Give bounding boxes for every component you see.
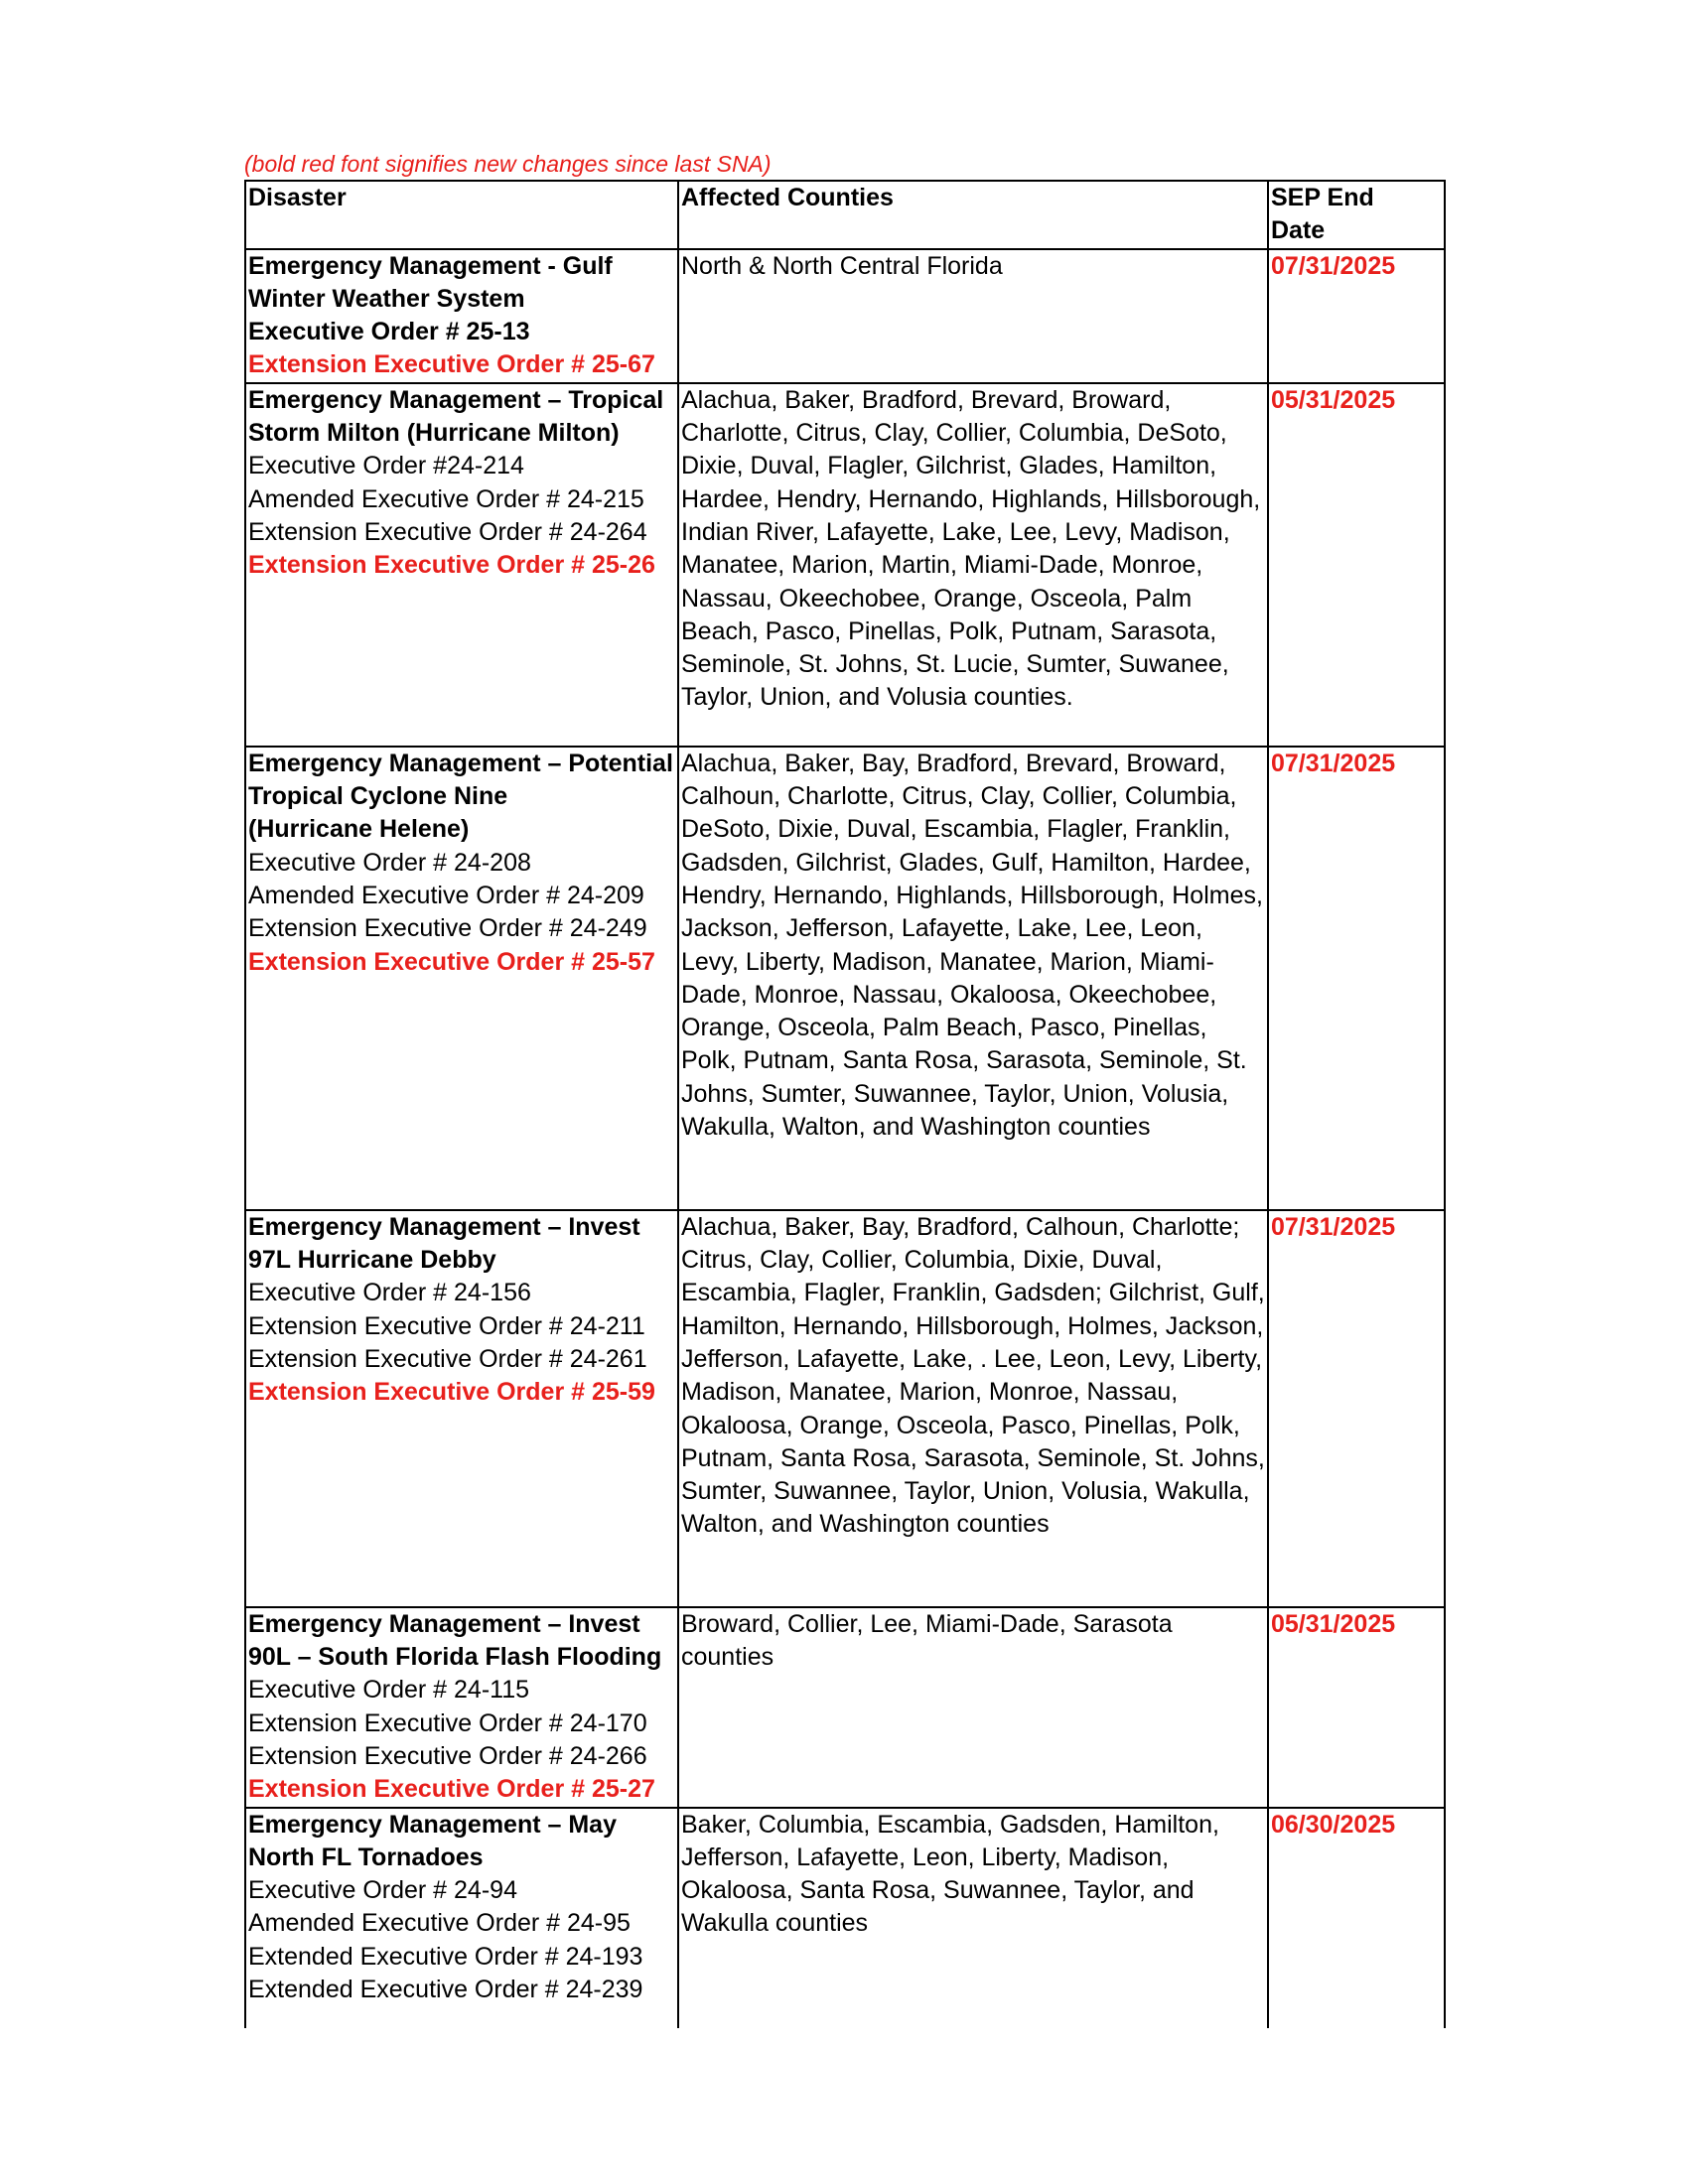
new-extension-order: Extension Executive Order # 25-27 [248, 1775, 655, 1804]
disaster-cell [245, 249, 678, 383]
disaster-title-line: Emergency Management – May [248, 1810, 617, 1839]
executive-order: Executive Order # 25-13 [248, 318, 530, 346]
affected-counties-cell: Broward, Collier, Lee, Miami-Dade, Sarasota counties [678, 1607, 1268, 1808]
executive-order: Amended Executive Order # 24-215 [248, 484, 644, 513]
executive-order: Executive Order # 24-156 [248, 1279, 531, 1307]
sep-end-date: 07/31/2025 [1268, 747, 1445, 1210]
disaster-title-line: (Hurricane Helene) [248, 815, 470, 844]
disaster-title-line: Emergency Management - Gulf [248, 251, 613, 280]
executive-order: Extended Executive Order # 24-239 [248, 1976, 643, 2004]
table-row [245, 1808, 1445, 2028]
disaster-cell [245, 1808, 678, 2028]
table-row [245, 249, 1445, 383]
new-extension-order: Extension Executive Order # 25-59 [248, 1378, 655, 1407]
table-row [245, 1210, 1445, 1607]
executive-order: Executive Order # 24-94 [248, 1876, 517, 1905]
header-sep-line2: Date [1271, 216, 1326, 245]
executive-order: Amended Executive Order # 24-95 [248, 1909, 631, 1938]
affected-counties-cell: Baker, Columbia, Escambia, Gadsden, Hamilton, Jefferson, Lafayette, Leon, Liberty, Madison, Okaloosa, Santa Rosa, Suwannee, Taylor, and Wakulla counties [678, 1808, 1268, 2028]
affected-counties-cell: Alachua, Baker, Bradford, Brevard, Broward, Charlotte, Citrus, Clay, Collier, Columbia, DeSoto, Dixie, Duval, Flagler, Gilchrist, Glades, Hamilton, Hardee, Hendry, Hernando, Highlands, Hillsborough, Indian River, Lafayette, Lake, Lee, Levy, Madison, Manatee, Marion, Martin, Miami-Dade, Monroe, Nassau, Okeechobee, Orange, Osceola, Palm Beach, Pasco, Pinellas, Polk, Putnam, Sarasota, Seminole, St. Johns, St. Lucie, Sumter, Suwanee, Taylor, Union, and Volusia counties. [678, 383, 1268, 747]
disaster-title-line: 97L Hurricane Debby [248, 1246, 496, 1275]
new-extension-order: Extension Executive Order # 25-67 [248, 350, 655, 379]
affected-counties-cell: North & North Central Florida [678, 249, 1268, 383]
sep-end-date: 05/31/2025 [1268, 1607, 1445, 1808]
affected-counties-cell: Alachua, Baker, Bay, Bradford, Brevard, Broward, Calhoun, Charlotte, Citrus, Clay, Collier, Columbia, DeSoto, Dixie, Duval, Escambia, Flagler, Franklin, Gadsden, Gilchrist, Glades, Gulf, Hamilton, Hardee, Hendry, Hernando, Highlands, Hillsborough, Holmes, Jackson, Jefferson, Lafayette, Lake, Lee, Leon, Levy, Liberty, Madison, Manatee, Marion, Miami-Dade, Monroe, Nassau, Okaloosa, Okeechobee, Orange, Osceola, Palm Beach, Pasco, Pinellas, Polk, Putnam, Santa Rosa, Sarasota, Seminole, St. Johns, Sumter, Suwannee, Taylor, Union, Volusia, Wakulla, Walton, and Washington counties [678, 747, 1268, 1210]
header-sep-line1: SEP End [1271, 184, 1374, 211]
disaster-title-line: North FL Tornadoes [248, 1843, 484, 1871]
executive-order: Extension Executive Order # 24-264 [248, 517, 647, 546]
changes-note: (bold red font signifies new changes since last SNA) [244, 151, 772, 177]
sep-end-date: 05/31/2025 [1268, 383, 1445, 747]
executive-order: Amended Executive Order # 24-209 [248, 881, 644, 909]
disaster-table [244, 180, 1446, 2028]
disaster-title-line: Emergency Management – Potential [248, 749, 673, 777]
executive-order: Extended Executive Order # 24-193 [248, 1942, 643, 1971]
disaster-cell [245, 747, 678, 1210]
table-row [245, 1607, 1445, 1808]
table-header-row [245, 181, 1445, 249]
affected-counties-cell: Alachua, Baker, Bay, Bradford, Calhoun, Charlotte; Citrus, Clay, Collier, Columbia, Dixie, Duval, Escambia, Flagler, Franklin, Gadsden; Gilchrist, Gulf, Hamilton, Hernando, Hillsborough, Holmes, Jackson, Jefferson, Lafayette, Lake, . Lee, Leon, Levy, Liberty, Madison, Manatee, Marion, Monroe, Nassau, Okaloosa, Orange, Osceola, Pasco, Pinellas, Polk, Putnam, Santa Rosa, Sarasota, Seminole, St. Johns, Sumter, Suwannee, Taylor, Union, Volusia, Wakulla, Walton, and Washington counties [678, 1210, 1268, 1607]
executive-order: Extension Executive Order # 24-261 [248, 1344, 647, 1373]
disaster-title-line: Tropical Cyclone Nine [248, 782, 508, 811]
sep-end-date: 07/31/2025 [1268, 1210, 1445, 1607]
table-row [245, 747, 1445, 1210]
executive-order: Executive Order # 24-115 [248, 1676, 530, 1705]
sep-end-date: 06/30/2025 [1268, 1808, 1445, 2028]
disaster-cell [245, 1607, 678, 1808]
disaster-title-line: 90L – South Florida Flash Flooding [248, 1643, 662, 1672]
executive-order: Extension Executive Order # 24-211 [248, 1311, 645, 1340]
header-sep-end-date [1268, 181, 1445, 249]
executive-order: Extension Executive Order # 24-170 [248, 1708, 647, 1737]
disaster-title-line: Winter Weather System [248, 284, 525, 313]
disaster-title-line: Emergency Management – Tropical [248, 385, 664, 414]
new-extension-order: Extension Executive Order # 25-57 [248, 947, 655, 976]
disaster-cell [245, 1210, 678, 1607]
sep-end-date: 07/31/2025 [1268, 249, 1445, 383]
table-row [245, 383, 1445, 747]
disaster-title-line: Emergency Management – Invest [248, 1212, 640, 1241]
executive-order: Extension Executive Order # 24-266 [248, 1741, 647, 1770]
header-affected-counties: Affected Counties [678, 181, 1268, 249]
header-disaster: Disaster [245, 181, 678, 249]
new-extension-order: Extension Executive Order # 25-26 [248, 551, 655, 580]
disaster-cell [245, 383, 678, 747]
executive-order: Executive Order # 24-208 [248, 848, 531, 877]
executive-order: Executive Order #24-214 [248, 452, 524, 480]
disaster-title-line: Storm Milton (Hurricane Milton) [248, 419, 620, 448]
disaster-title-line: Emergency Management – Invest [248, 1609, 640, 1638]
executive-order: Extension Executive Order # 24-249 [248, 914, 647, 943]
